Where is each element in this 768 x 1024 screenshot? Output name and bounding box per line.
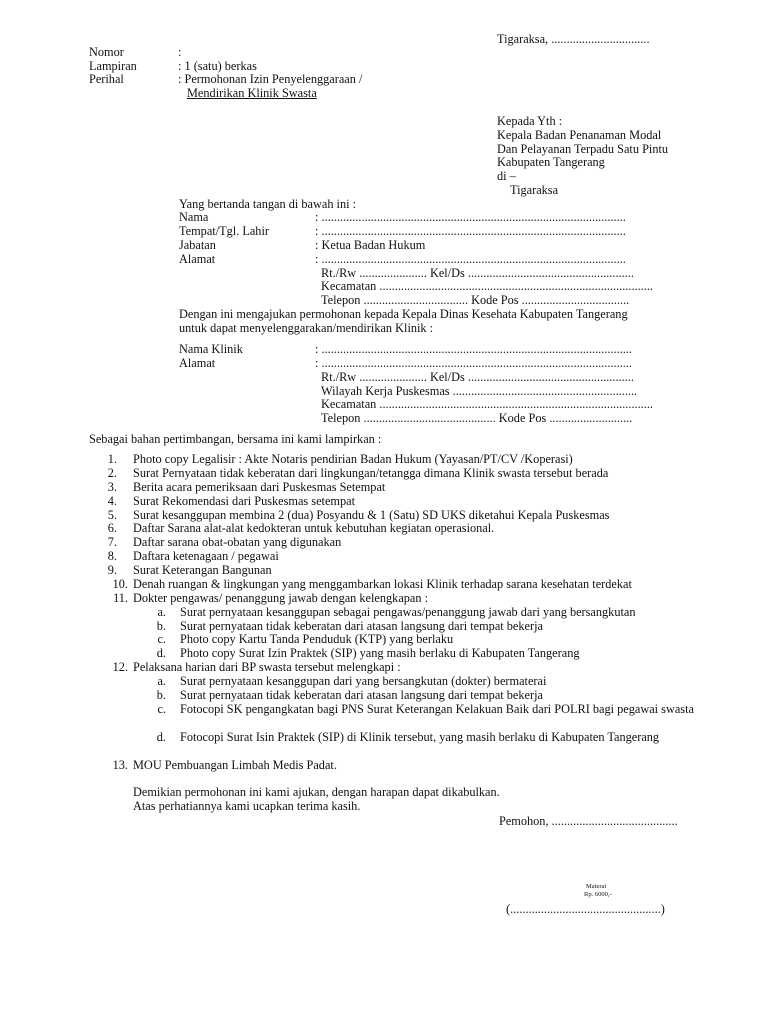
sub-list-text: Surat pernyataan tidak keberatan dari atasan langsung dari tempat bekerja: [180, 619, 543, 633]
perihal-label: Perihal: [89, 72, 124, 86]
list-text: Denah ruangan & lingkungan yang menggambarkan lokasi Klinik terhadap sarana kesehatan terdekat: [133, 577, 632, 591]
list-text: Daftar Sarana alat-alat kedokteran untuk kebutuhan kegiatan operasional.: [133, 521, 495, 535]
sub-list-letter: d.: [156, 730, 166, 744]
list-number: 2.: [107, 466, 117, 480]
list-number: 3.: [107, 480, 117, 494]
clinic-address-label: Alamat: [179, 356, 216, 370]
intro-text: Yang bertanda tangan di bawah ini :: [179, 197, 357, 211]
clinic-name-label: Nama Klinik: [179, 342, 243, 356]
list-number: 13.: [112, 758, 128, 772]
signature-name-line: (.................................................): [506, 902, 665, 916]
closing-text: Demikian permohonan ini kami ajukan, dengan harapan dapat dikabulkan.: [133, 785, 500, 799]
list-text: Berita acara pemeriksaan dari Puskesmas Setempat: [133, 480, 386, 494]
clinic-address-field: : .....................................................................................................: [315, 356, 632, 370]
request-text: Dengan ini mengajukan permohonan kepada Kepala Dinas Kesehata Kabupaten Tangerang: [179, 307, 628, 321]
clinic-rtrw-field: Rt./Rw ...................... Kel/Ds ......................................................: [321, 370, 634, 384]
clinic-name-field: : .....................................................................................................: [315, 342, 632, 356]
list-text: Pelaksana harian dari BP swasta tersebut melengkapi :: [133, 660, 401, 674]
sub-list-text: Photo copy Kartu Tanda Penduduk (KTP) yang berlaku: [180, 632, 454, 646]
perihal-value-continued: Mendirikan Klinik Swasta: [187, 86, 317, 100]
lampiran-value: : 1 (satu) berkas: [178, 59, 257, 73]
list-text: Photo copy Legalisir : Akte Notaris pendirian Badan Hukum (Yayasan/PT/CV /Koperasi): [133, 452, 573, 466]
list-number: 4.: [107, 494, 117, 508]
list-text: MOU Pembuangan Limbah Medis Padat.: [133, 758, 337, 772]
nomor-value: :: [178, 45, 182, 59]
applicant-position-label: Jabatan: [179, 238, 216, 252]
list-text: Surat kesanggupan membina 2 (dua) Posyandu & 1 (Satu) SD UKS diketahui Kepala Puskesmas: [133, 508, 610, 522]
list-number: 5.: [107, 508, 117, 522]
list-number: 12.: [112, 660, 128, 674]
sub-list-letter: a.: [157, 605, 166, 619]
list-number: 7.: [107, 535, 117, 549]
applicant-kecamatan-field: Kecamatan .........................................................................................: [321, 279, 653, 293]
list-number: 10.: [112, 577, 128, 591]
addressee-city: Tigaraksa: [510, 183, 559, 197]
addressee-line: Kabupaten Tangerang: [497, 155, 605, 169]
applicant-name-field: : ...................................................................................................: [315, 210, 626, 224]
stamp-value: Rp. 6000,-: [584, 891, 612, 898]
clinic-kecamatan-field: Kecamatan .........................................................................................: [321, 397, 653, 411]
list-text: Surat Keterangan Bangunan: [133, 563, 272, 577]
stamp-label: Materai: [586, 883, 607, 890]
lampiran-label: Lampiran: [89, 59, 137, 73]
sub-list-letter: c.: [157, 702, 166, 716]
list-number: 8.: [107, 549, 117, 563]
list-text: Daftar sarana obat-obatan yang digunakan: [133, 535, 342, 549]
sub-list-letter: b.: [156, 688, 166, 702]
applicant-name-label: Nama: [179, 210, 209, 224]
sub-list-text: Fotocopi Surat Isin Praktek (SIP) di Klinik tersebut, yang masih berlaku di Kabupaten Tangerang: [180, 730, 660, 744]
list-number: 6.: [107, 521, 117, 535]
attachments-intro: Sebagai bahan pertimbangan, bersama ini kami lampirkan :: [89, 432, 382, 446]
sub-list-letter: d.: [156, 646, 166, 660]
addressee-line: Kepala Badan Penanaman Modal: [497, 128, 662, 142]
list-text: Dokter pengawas/ penanggung jawab dengan kelengkapan :: [133, 591, 429, 605]
list-text: Surat Pernyataan tidak keberatan dari lingkungan/tetangga dimana Klinik swasta tersebut berada: [133, 466, 609, 480]
applicant-birth-field: : ...................................................................................................: [315, 224, 626, 238]
addressee-line: Kepada Yth :: [497, 114, 563, 128]
applicant-phone-field: Telepon .................................. Kode Pos ...................................: [321, 293, 630, 307]
sub-list-text: Surat pernyataan kesanggupan dari yang bersangkutan (dokter) bermaterai: [180, 674, 547, 688]
sub-list-text: Fotocopi SK pengangkatan bagi PNS Surat Keterangan Kelakuan Baik dari POLRI bagi pegawai swasta: [180, 702, 694, 716]
applicant-address-field: : ...................................................................................................: [315, 252, 626, 266]
addressee-line: di –: [497, 169, 516, 183]
list-text: Daftara ketenagaan / pegawai: [133, 549, 279, 563]
request-text-continued: untuk dapat menyelenggarakan/mendirikan Klinik :: [179, 321, 434, 335]
applicant-position-field: : Ketua Badan Hukum: [315, 238, 426, 252]
addressee-line: Dan Pelayanan Terpadu Satu Pintu: [497, 142, 669, 156]
list-text: Surat Rekomendasi dari Puskesmas setempat: [133, 494, 355, 508]
clinic-phone-field: Telepon ........................................... Kode Pos ...........................: [321, 411, 633, 425]
applicant-birth-label: Tempat/Tgl. Lahir: [179, 224, 269, 238]
list-number: 11.: [113, 591, 128, 605]
place-date: Tigaraksa, ................................: [497, 32, 650, 46]
sub-list-text: Surat pernyataan kesanggupan sebagai pengawas/penanggung jawab dari yang bersangkutan: [180, 605, 636, 619]
sub-list-letter: a.: [157, 674, 166, 688]
perihal-value: : Permohonan Izin Penyelenggaraan /: [178, 72, 363, 86]
sub-list-letter: b.: [156, 619, 166, 633]
applicant-signature-label: Pemohon, .........................................: [499, 814, 678, 828]
applicant-rtrw-field: Rt./Rw ...................... Kel/Ds ......................................................: [321, 266, 634, 280]
closing-thanks: Atas perhatiannya kami ucapkan terima kasih.: [133, 799, 361, 813]
sub-list-text: Surat pernyataan tidak keberatan dari atasan langsung dari tempat bekerja: [180, 688, 543, 702]
nomor-label: Nomor: [89, 45, 124, 59]
list-number: 1.: [107, 452, 117, 466]
sub-list-letter: c.: [157, 632, 166, 646]
list-number: 9.: [107, 563, 117, 577]
sub-list-text: Photo copy Surat Izin Praktek (SIP) yang masih berlaku di Kabupaten Tangerang: [180, 646, 580, 660]
clinic-wilayah-field: Wilayah Kerja Puskesmas ............................................................: [321, 384, 638, 398]
applicant-address-label: Alamat: [179, 252, 216, 266]
